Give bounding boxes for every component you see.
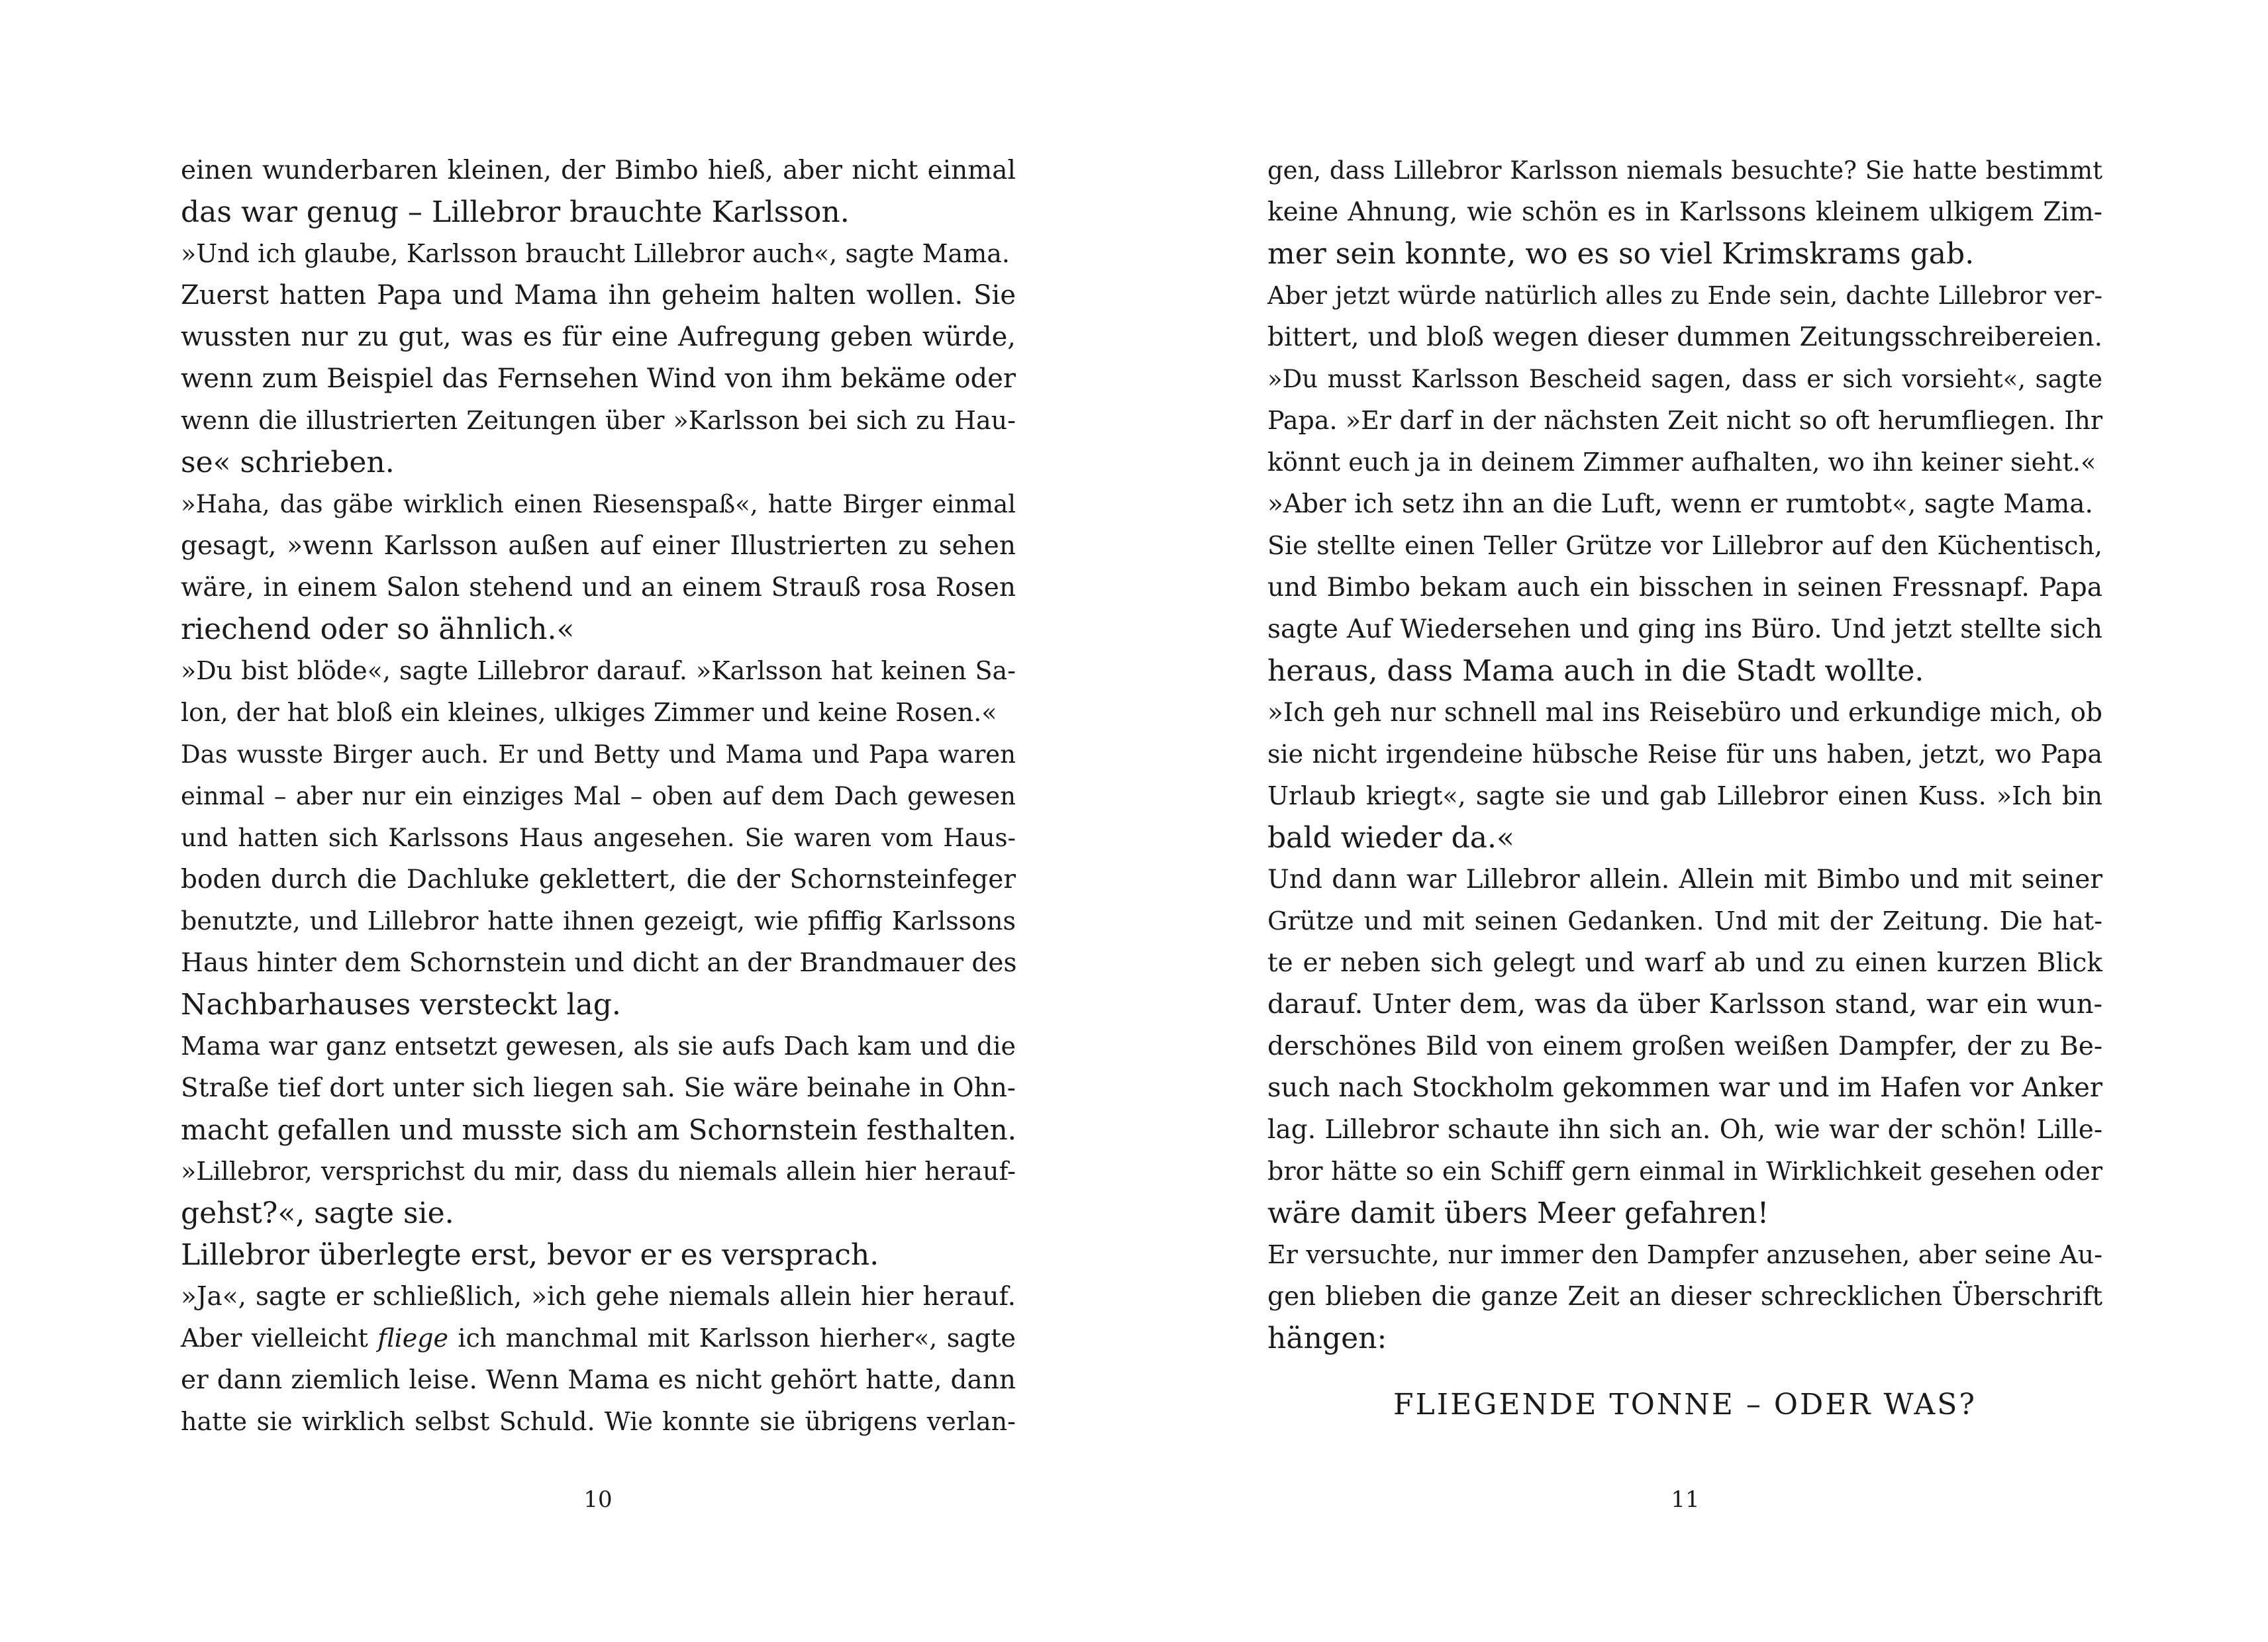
text-line: te er neben sich gelegt und warf ab und zu einen kurzen Blick	[1267, 948, 2102, 978]
left-page-text	[181, 150, 1016, 1443]
text-line: darauf. Unter dem, was da über Karlsson stand, war ein wun-	[1267, 989, 2102, 1020]
emphasis: fliege	[377, 1324, 449, 1353]
text-line: er dann ziemlich leise. Wenn Mama es nicht gehört hatte, dann	[181, 1365, 1016, 1395]
text-line: das war genug – Lillebror brauchte Karlsson.	[181, 195, 850, 229]
text-line: Das wusste Birger auch. Er und Betty und Mama und Papa waren	[181, 740, 1016, 769]
text-line: hängen:	[1267, 1322, 1387, 1355]
text-line: Mama war ganz entsetzt gewesen, als sie aufs Dach kam und die	[181, 1032, 1016, 1061]
text-line: »Lillebror, versprichst du mir, dass du niemals allein hier herauf-	[181, 1157, 1016, 1186]
text-line: »Und ich glaube, Karlsson braucht Lillebror auch«, sagte Mama.	[181, 239, 1010, 268]
text-line: lon, der hat bloß ein kleines, ulkiges Zimmer und keine Rosen.«	[181, 698, 997, 727]
text-line: wenn zum Beispiel das Fernsehen Wind von ihm bekäme oder	[181, 363, 1016, 394]
text-line: »Du bist blöde«, sagte Lillebror darauf. »Karlsson hat keinen Sa-	[181, 656, 1016, 685]
text-line: Aber jetzt würde natürlich alles zu Ende sein, dachte Lillebror ver-	[1267, 281, 2102, 310]
text-line: könnt euch ja in deinem Zimmer aufhalten, wo ihn keiner sieht.«	[1267, 448, 2096, 477]
text-line: Straße tief dort unter sich liegen sah. Sie wäre beinahe in Ohn-	[181, 1073, 1016, 1103]
text-line: »Aber ich setz ihn an die Luft, wenn er rumtobt«, sagte Mama.	[1267, 489, 2093, 519]
text-line: Lillebror überlegte erst, bevor er es versprach.	[181, 1238, 879, 1272]
text-line: boden durch die Dachluke geklettert, die der Schornsteinfeger	[181, 865, 1016, 894]
text-line: einmal – aber nur ein einziges Mal – oben auf dem Dach gewesen	[181, 782, 1016, 810]
text-line: wenn die illustrierten Zeitungen über »Karlsson bei sich zu Hau-	[181, 406, 1016, 435]
text-line: macht gefallen und musste sich am Schornstein festhalten.	[181, 1114, 1017, 1146]
newspaper-headline: FLIEGENDE TONNE – ODER WAS?	[1393, 1388, 1977, 1422]
text-line: Haus hinter dem Schornstein und dicht an der Brandmauer des	[181, 948, 1017, 978]
text-line: Er versuchte, nur immer den Dampfer anzusehen, aber seine Au-	[1267, 1240, 2102, 1269]
text-line: »Ich geh nur schnell mal ins Reisebüro und erkundige mich, ob	[1267, 698, 2102, 728]
page-number-right: 11	[1671, 1486, 1700, 1513]
text-line: Grütze und mit seinen Gedanken. Und mit der Zeitung. Die hat-	[1267, 906, 2102, 936]
text-line: riechend oder so ähnlich.«	[181, 612, 575, 646]
text-line: einen wunderbaren kleinen, der Bimbo hieß, aber nicht einmal	[181, 156, 1016, 185]
text-line: Sie stellte einen Teller Grütze vor Lillebror auf den Küchentisch,	[1267, 531, 2102, 560]
text-line: bald wieder da.«	[1267, 821, 1514, 855]
text-line: derschönes Bild von einem großen weißen Dampfer, der zu Be-	[1267, 1032, 2102, 1061]
text-line: und Bimbo bekam auch ein bisschen in seinen Fressnapf. Papa	[1267, 573, 2102, 603]
right-page	[1134, 0, 2267, 1642]
page-number-left: 10	[583, 1486, 613, 1513]
text-line: keine Ahnung, wie schön es in Karlssons kleinem ulkigem Zim-	[1267, 197, 2102, 227]
text-line: lag. Lillebror schaute ihn sich an. Oh, wie war der schön! Lille-	[1267, 1115, 2102, 1145]
text-line: heraus, dass Mama auch in die Stadt wollte.	[1267, 654, 1924, 688]
text-line: Urlaub kriegt«, sagte sie und gab Lillebror einen Kuss. »Ich bin	[1267, 781, 2102, 810]
text-line: sie nicht irgendeine hübsche Reise für uns haben, jetzt, wo Papa	[1267, 740, 2102, 769]
text-line: sagte Auf Wiedersehen und ging ins Büro. Und jetzt stellte sich	[1267, 614, 2102, 644]
text-line: such nach Stockholm gekommen war und im Hafen vor Anker	[1267, 1073, 2102, 1103]
text-line: gen, dass Lillebror Karlsson niemals besuchte? Sie hatte bestimmt	[1267, 156, 2102, 185]
text-line: wäre, in einem Salon stehend und an einem Strauß rosa Rosen	[181, 573, 1016, 603]
text-line: »Ja«, sagte er schließlich, »ich gehe niemals allein hier herauf.	[181, 1282, 1016, 1312]
text-line: Nachbarhauses versteckt lag.	[181, 988, 621, 1022]
text-line: se« schrieben.	[181, 446, 395, 479]
text-line: und hatten sich Karlssons Haus angesehen. Sie waren vom Haus-	[181, 824, 1016, 852]
text-line: bittert, und bloß wegen dieser dummen Zeitungsschreibereien.	[1267, 322, 2102, 352]
text-line: hatte sie wirklich selbst Schuld. Wie konnte sie übrigens verlan-	[181, 1407, 1016, 1436]
text-line: Zuerst hatten Papa und Mama ihn geheim halten wollen. Sie	[181, 280, 1016, 311]
text-line: gehst?«, sagte sie.	[181, 1196, 454, 1230]
right-page-text	[1267, 150, 2102, 1359]
text-line: gen blieben die ganze Zeit an dieser schrecklichen Überschrift	[1267, 1282, 2102, 1312]
text-line: Papa. »Er darf in der nächsten Zeit nicht so oft herumfliegen. Ihr	[1267, 406, 2102, 435]
text-line: mer sein konnte, wo es so viel Krimskrams gab.	[1267, 237, 1975, 271]
text-line: wussten nur zu gut, was es für eine Aufregung geben würde,	[181, 322, 1016, 352]
text-line: bror hätte so ein Schiff gern einmal in Wirklichkeit gesehen oder	[1267, 1157, 2102, 1186]
text-line: benutzte, und Lillebror hatte ihnen gezeigt, wie pfiffig Karlssons	[181, 906, 1016, 936]
text-line: »Du musst Karlsson Bescheid sagen, dass er sich vorsieht«, sagte	[1267, 365, 2102, 393]
text-line: gesagt, »wenn Karlsson außen auf einer Illustrierten zu sehen	[181, 531, 1016, 561]
text-line: Und dann war Lillebror allein. Allein mit Bimbo und mit seiner	[1267, 865, 2102, 894]
text-line: wäre damit übers Meer gefahren!	[1267, 1196, 1769, 1230]
text-line: Aber vielleicht fliege ich manchmal mit Karlsson hierher«, sagte	[181, 1324, 1016, 1353]
text-line: »Haha, das gäbe wirklich einen Riesenspaß«, hatte Birger einmal	[181, 490, 1016, 518]
